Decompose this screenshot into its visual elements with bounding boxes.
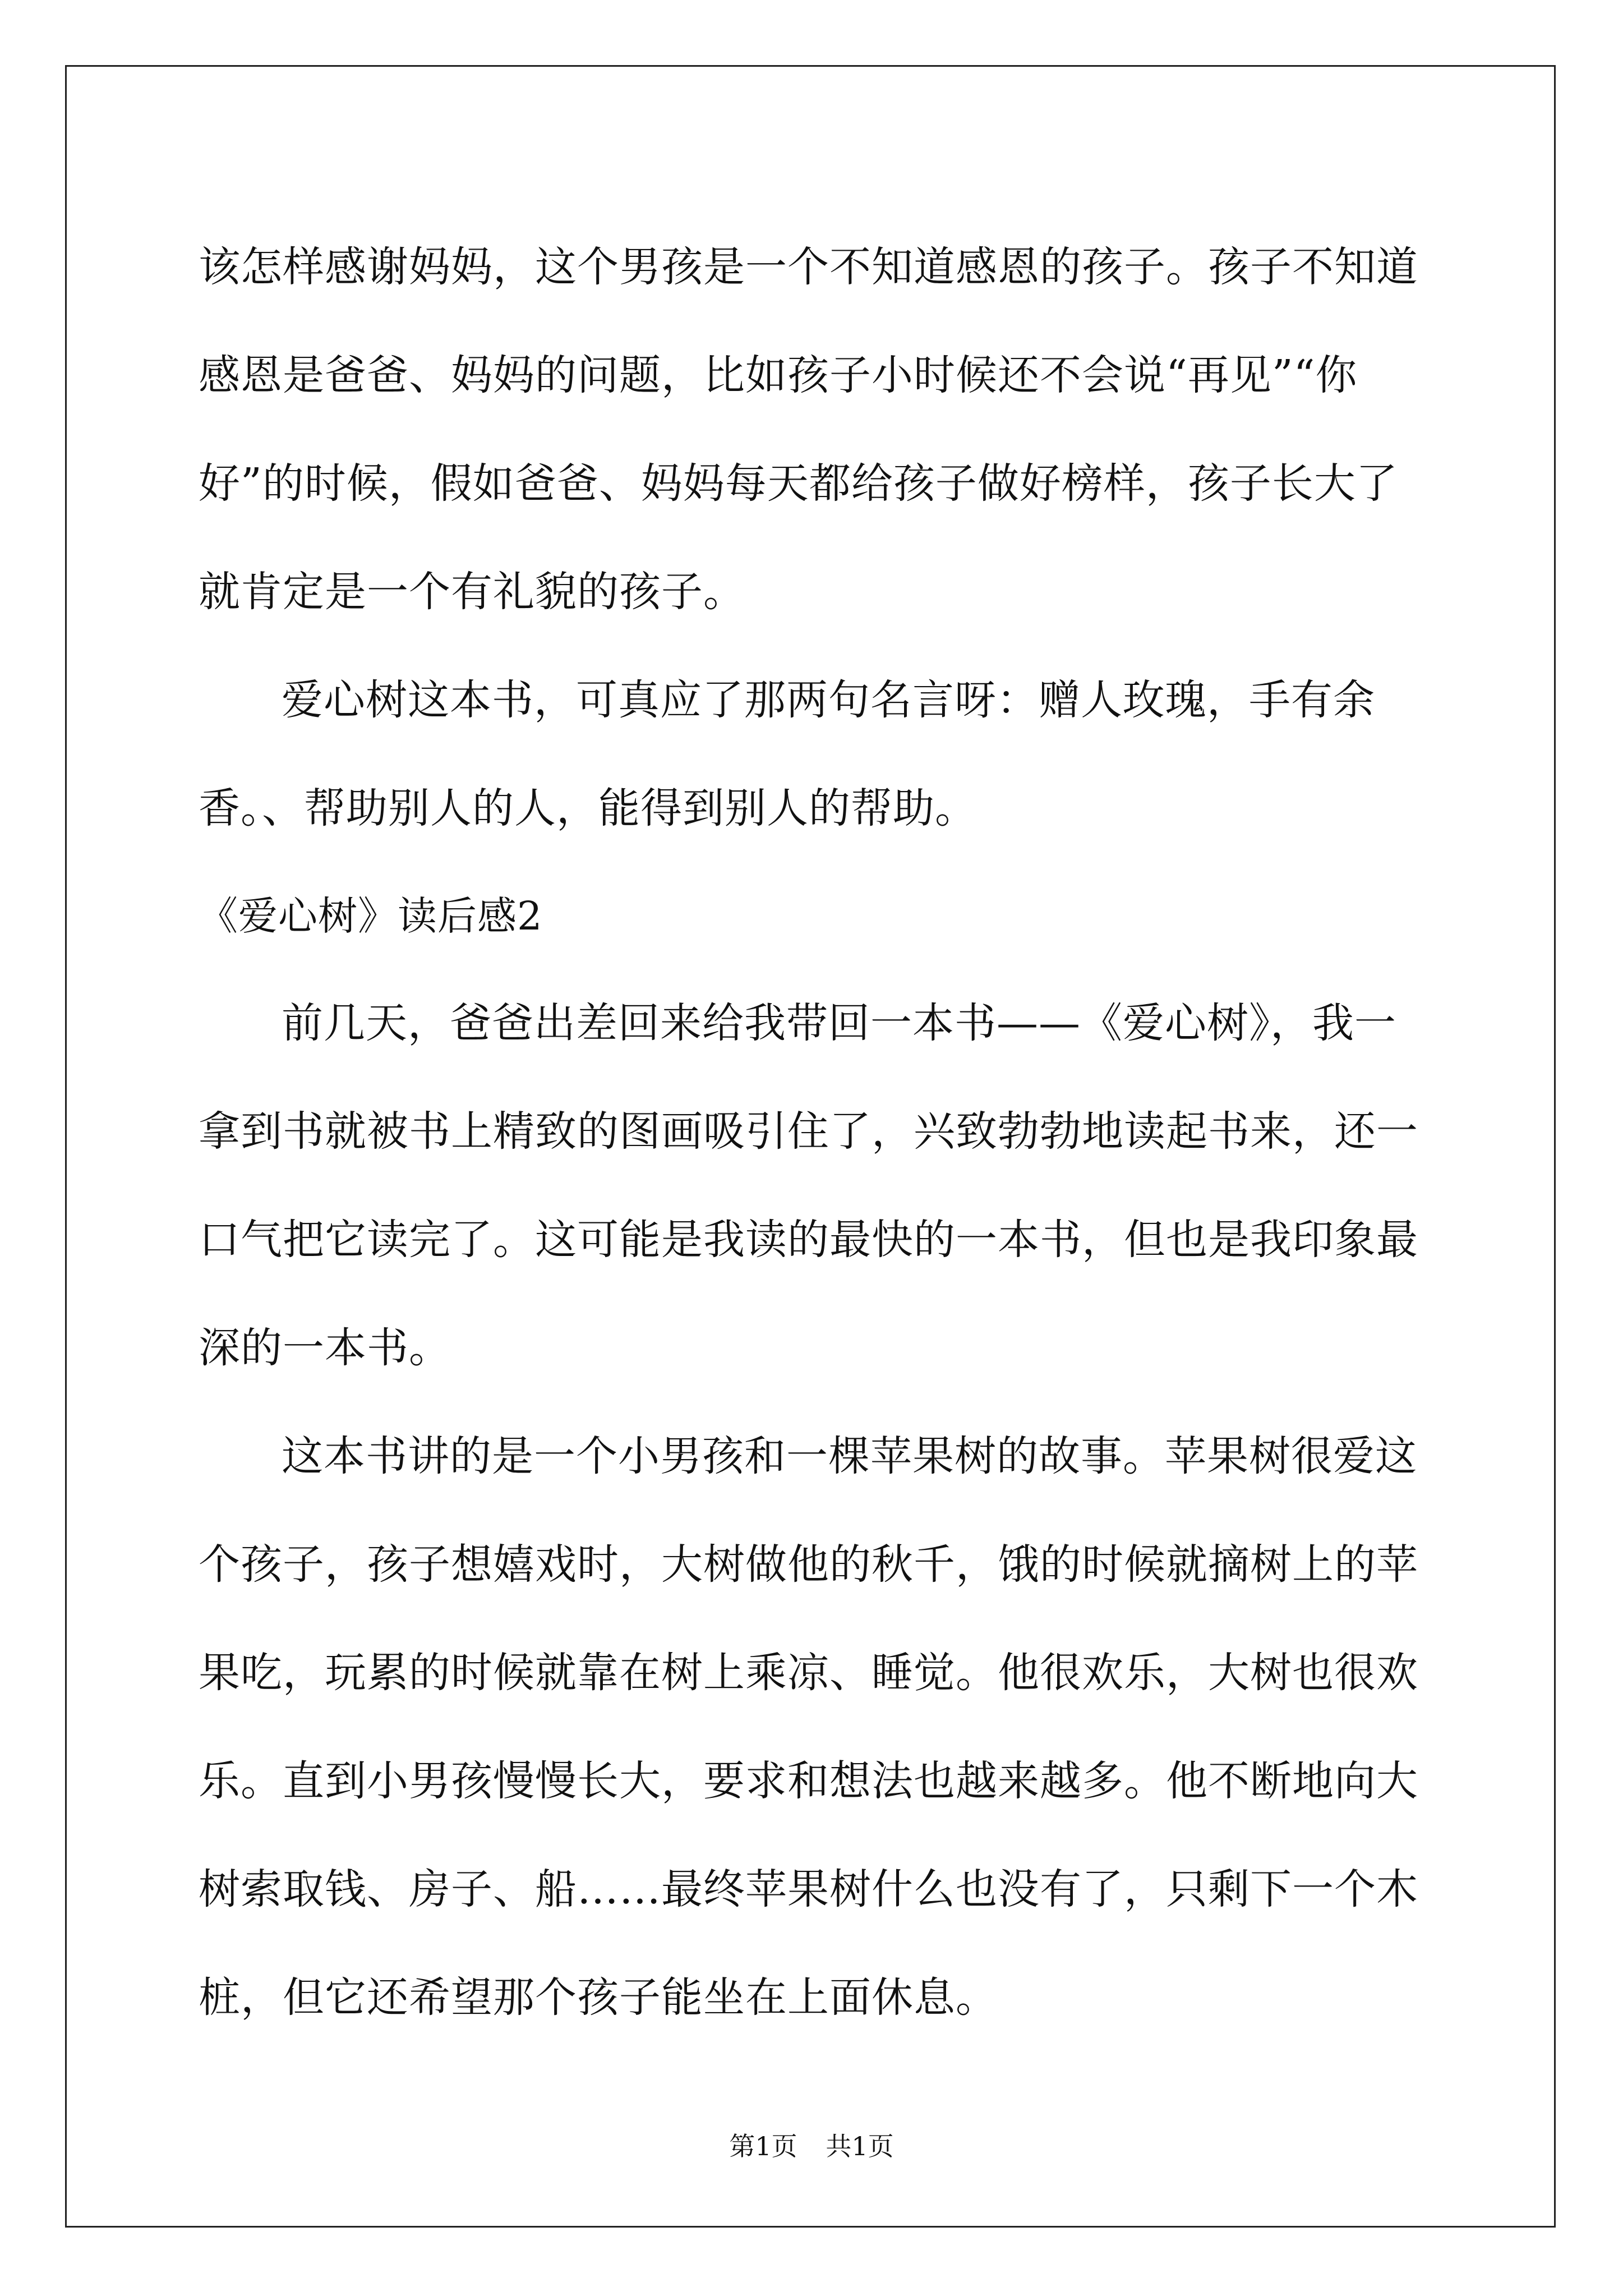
paragraph: 爱心树这本书，可真应了那两句名言呀：赠人玫瑰，手有余香。、帮助别人的人，能得到别人的帮助。 [199,676,1375,832]
section-heading: 《爱心树》读后感2 [199,893,543,939]
document-body [199,213,1432,2052]
page-total: 共1页 [826,2131,894,2161]
paragraph: 该怎样感谢妈妈，这个男孩是一个不知道感恩的孩子。孩子不知道感恩是爸爸、妈妈的问题，比如孩子小时候还不会说“再见”“你好”的时候，假如爸爸、妈妈每天都给孩子做好榜样，孩子长大了就肯定是一个有礼貌的孩子。 [199,243,1418,616]
page-footer [0,2126,1623,2163]
paragraph: 这本书讲的是一个小男孩和一棵苹果树的故事。苹果树很爱这个孩子，孩子想嬉戏时，大树做他的秋千，饿的时候就摘树上的苹果吃，玩累的时候就靠在树上乘凉、睡觉。他很欢乐，大树也很欢乐。直到小男孩慢慢长大，要求和想法也越来越多。他不断地向大树索取钱、房子、船……最终苹果树什么也没有了，只剩下一个木桩，但它还希望那个孩子能坐在上面休息。 [199,1432,1418,2022]
page-number: 第1页 [729,2131,797,2161]
paragraph: 前几天，爸爸出差回来给我带回一本书——《爱心树》，我一拿到书就被书上精致的图画吸引住了，兴致勃勃地读起书来，还一口气把它读完了。这可能是我读的最快的一本书，但也是我印象最深的一本书。 [199,999,1418,1372]
